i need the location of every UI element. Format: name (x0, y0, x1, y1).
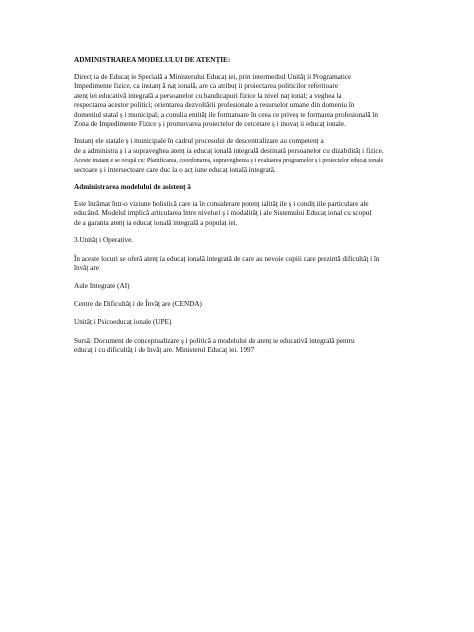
source-citation (74, 337, 404, 356)
text-line: sectoare ș i intersectoare care duc la o acț iune educaț ională integrată. (74, 165, 276, 174)
list-item: Aule Integrate (AI) (74, 281, 130, 290)
document-page (74, 56, 404, 364)
text-line: Direcț ia de Educaț ie Specială a Ministerului Educaț iei, prin intermediul Unităț ii Programatice (74, 73, 352, 81)
text-line: Este înrămat într-o viziune holistică care ia în considerare potenț ialităț ile ș i condiț iile particulare ale (74, 200, 369, 209)
text-line: Zona de Impedimente Fizice ș i promovarea proiectelor de cercetare ș i inovaț ii educaț ionale. (74, 120, 346, 129)
paragraph-model (74, 200, 404, 228)
text-line: învăț are (74, 264, 99, 273)
text-line: educaț i cu dificultăț i de învăț are. Ministerul Educaț iei. 1997 (74, 346, 255, 355)
paragraph-direction (74, 73, 404, 129)
list-item: Unităț i Psicoeducaț ionale (UPE) (74, 318, 172, 327)
text-line: Instanț ele statale ș i municipale în cadrul procesului de descentralizare au competenț a (74, 137, 324, 146)
text-line: educând. Modelul implică articularea între niveluri ș i modalităț i ale Sistemului Educaț ional cu scopul (74, 209, 372, 218)
text-line: Aceste instanț e se ocupă cu: Planificarea, coordonarea, supravegherea ș i evaluarea programelor ș i proiectelor educaț ionale (74, 157, 384, 165)
document-title: ADMINISTRAREA MODELULUI DE ATENȚIE: (74, 56, 231, 64)
text-line: atenț iei educativă integrală a persoanelor cu handicapuri fizice la nivel naț ional; a veghea la (74, 91, 342, 100)
text-line: respectarea acestor politici; orientarea dezvoltării profesionale a resurselor umane din domeniu în (74, 101, 355, 110)
text-line: Impedimente fizice, ca instanț ă naț ională, are ca atribuț ii proiectarea politicilor referitoare (74, 82, 339, 91)
text-line: Sursă: Document de conceptualizare ș i politică a modelului de atenț ie educativă integrală pentru (74, 336, 355, 345)
section-number-heading: 3.Unităț i Operative. (74, 236, 134, 245)
text-line: În aceste locuri se oferă atenț ia educaț ională integrată de care au nevoie copiii care prezintă dificultăț i în (74, 254, 380, 263)
section-heading: Administrarea modelului de asistenț ă (74, 183, 191, 192)
list-item: Centre de Dificultăț i de Învăț are (CENDA) (74, 299, 202, 308)
paragraph-instances (74, 137, 404, 175)
paragraph-locations (74, 255, 404, 274)
text-line: de a garanta atenț ia educaț ională integrală a populaț iei. (74, 218, 238, 227)
text-line: de a administra ș i a supraveghea atenț ia educaț ională integrală destinată persoanelor cu dizabilităț i fizice. (74, 146, 384, 155)
text-line: domeniul statal ș i municipal; a conulia entităț ile formatoare în ceea ce priveș te formarea profesională în (74, 110, 378, 119)
